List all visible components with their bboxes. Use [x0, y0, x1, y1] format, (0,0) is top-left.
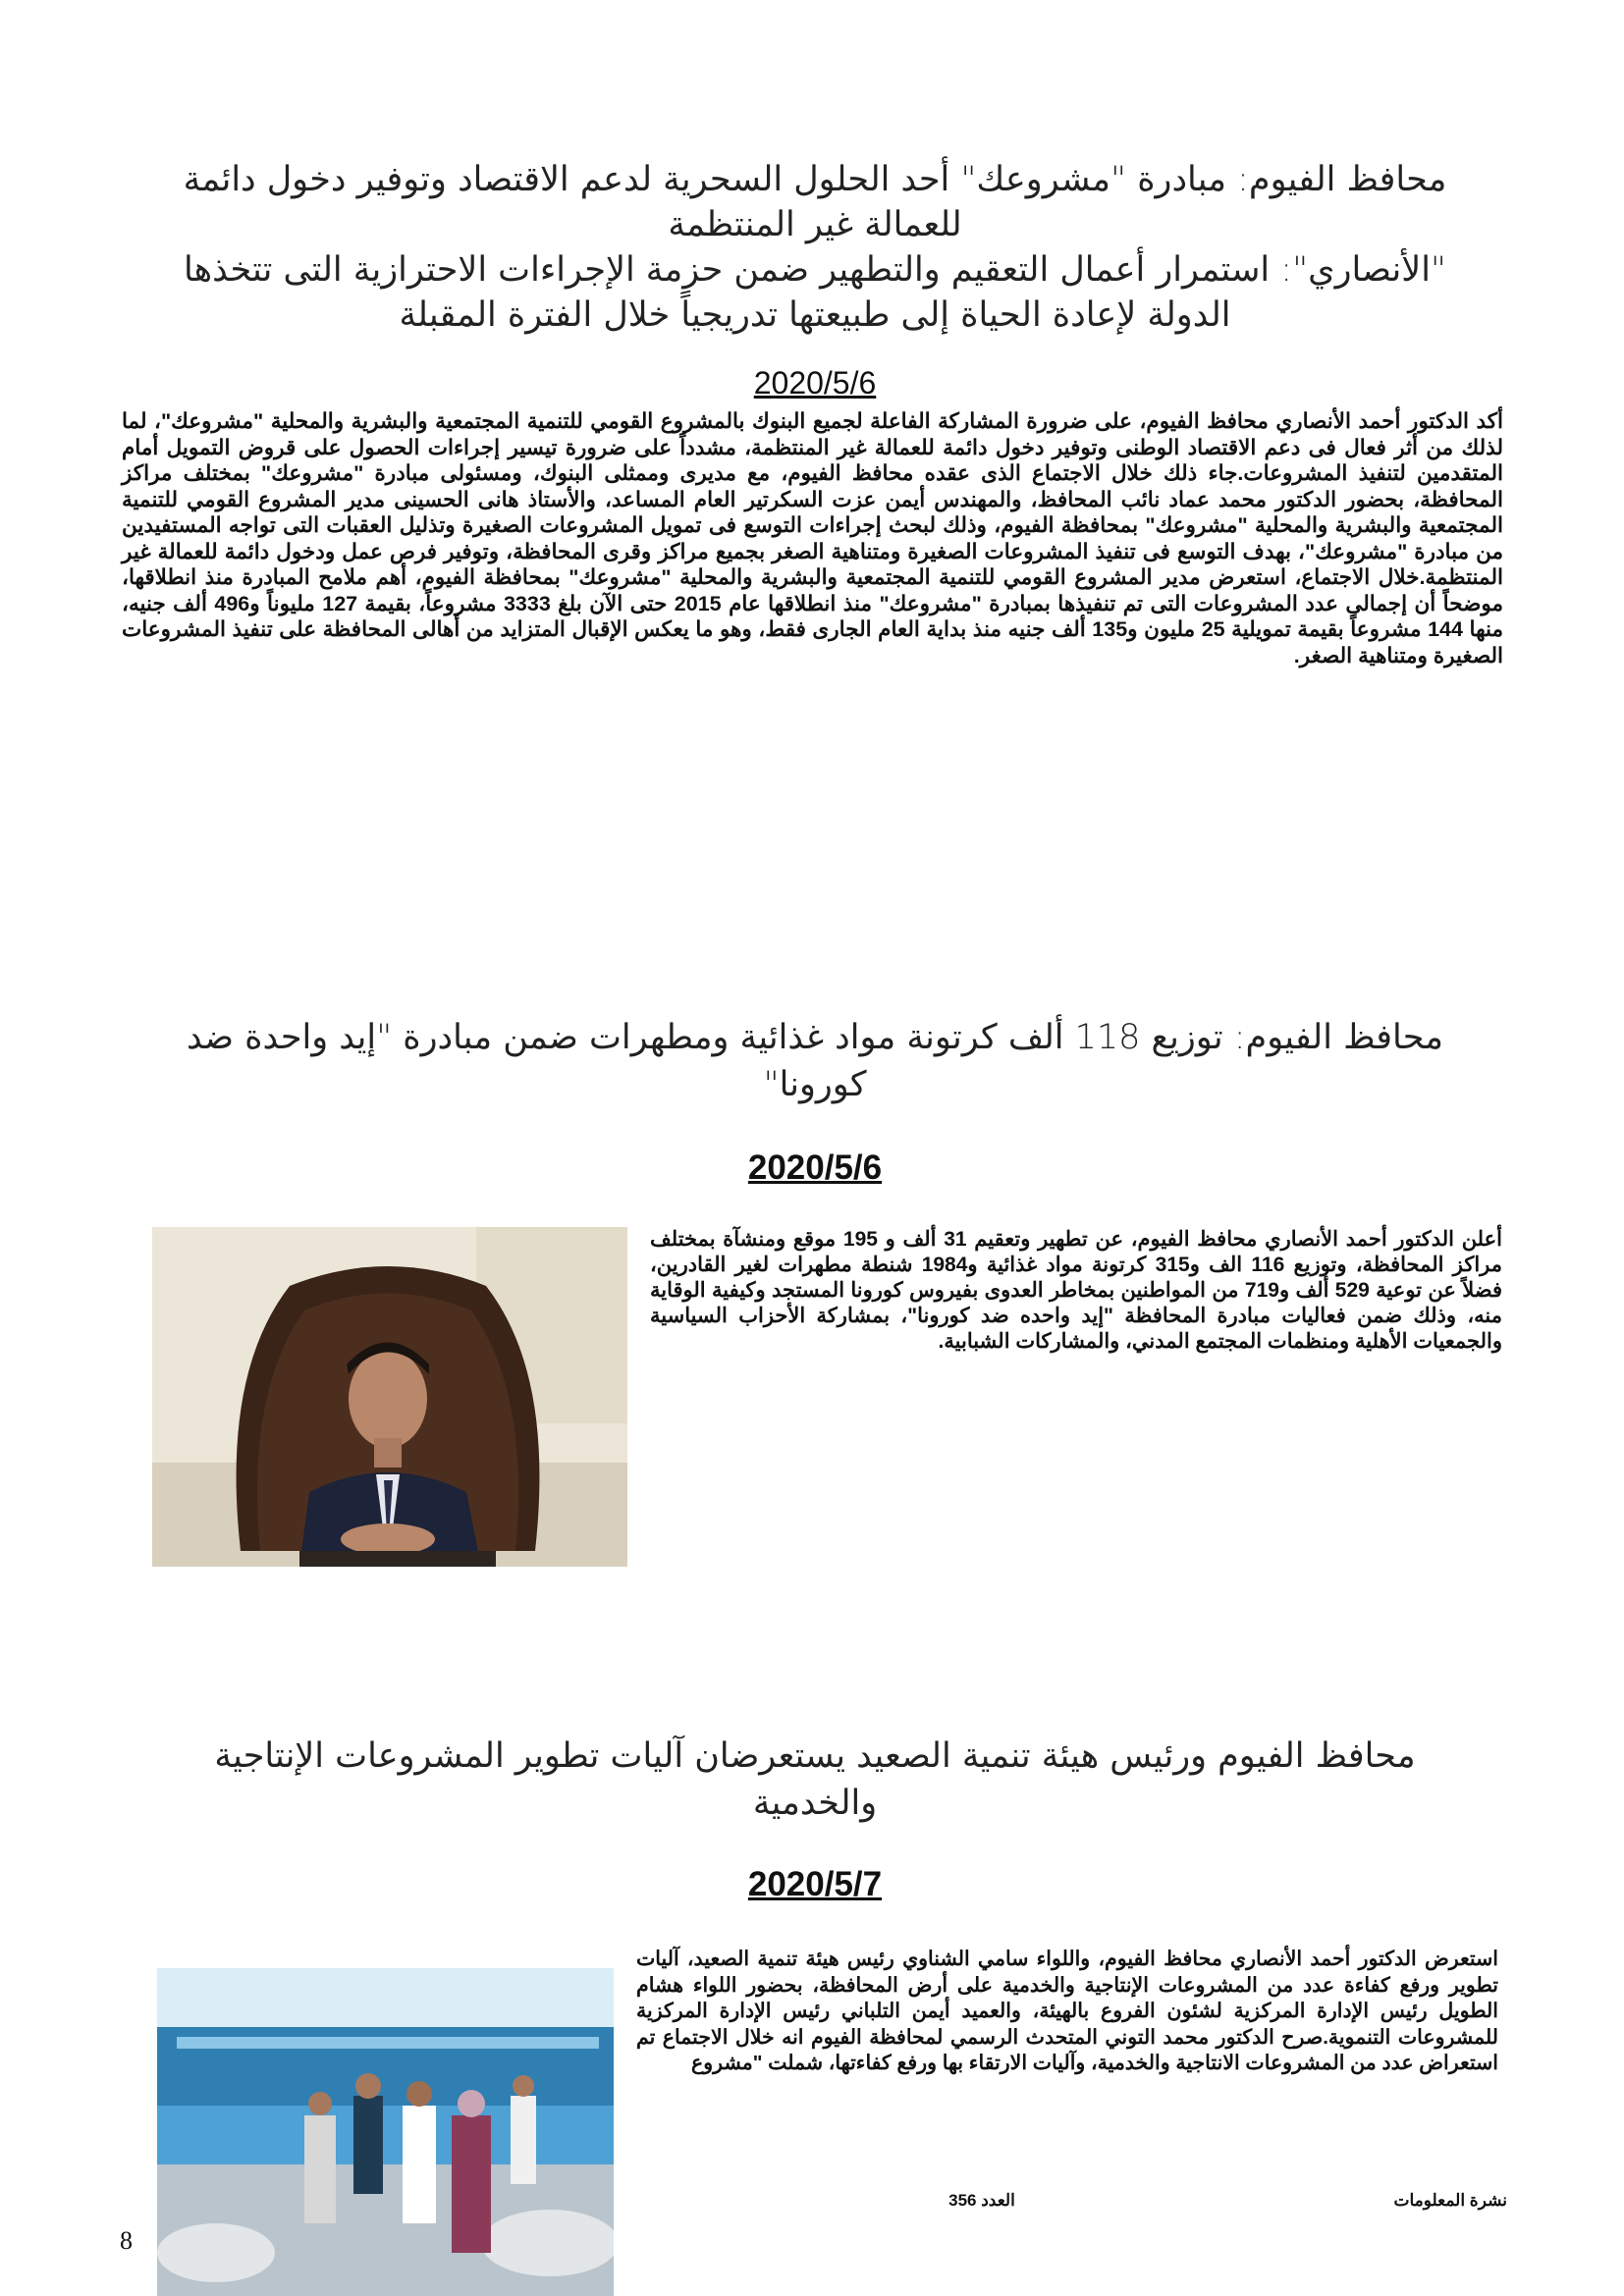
- headline-line: والخدمية: [752, 1784, 878, 1823]
- subheadline-line: الدولة لإعادة الحياة إلى طبيعتها تدريجياً خلال الفترة المقبلة: [399, 295, 1231, 335]
- governor-illustration: [152, 1227, 627, 1567]
- subheadline-line: "الأنصاري": استمرار أعمال التعقيم والتطهير ضمن حزمة الإجراءات الاحترازية التى تتخذها: [183, 250, 1447, 290]
- factory-illustration: [157, 1968, 614, 2296]
- governor-photo: [152, 1227, 627, 1567]
- article3-date: 2020/5/7: [747, 1865, 883, 1903]
- page-number: 8: [120, 2226, 133, 2255]
- factory-visit-photo: [157, 1968, 614, 2296]
- headline-line: للعمالة غير المنتظمة: [668, 205, 962, 244]
- headline-line: محافظ الفيوم: مبادرة "مشروعك" أحد الحلول السحرية لدعم الاقتصاد وتوفير دخول دائمة: [183, 160, 1447, 199]
- article1-date: 2020/5/6: [753, 365, 877, 400]
- footer-issue: العدد 356: [948, 2191, 1015, 2210]
- footer-publication: نشرة المعلومات: [1393, 2191, 1507, 2210]
- article2-headline: [137, 1014, 1492, 1108]
- headline-line: كورونا": [763, 1065, 867, 1104]
- article1-headline: [128, 157, 1502, 338]
- article3-body: استعرض الدكتور أحمد الأنصاري محافظ الفيوم، واللواء سامي الشناوي رئيس هيئة تنمية الصعيد، آليات تطوير ورفع كفاءة عدد من المشروعات الإنتاجية والخدمية على أرض المحافظة، بحضور اللواء هشام الطويل رئيس الإدارة المركزية لشئون الفروع بالهيئة، والعميد أيمن التلباني رئيس الإدارة المركزية للمشروعات التنموية.صرح الدكتور محمد التوني المتحدث الرسمي لمحافظة الفيوم انه خلال الاجتماع تم استعراض عدد من المشروعات الانتاجية والخدمية، وآليات الارتقاء بها ورفع كفاءتها، شملت "مشروع: [636, 1948, 1498, 2074]
- article1-body: أكد الدكتور أحمد الأنصاري محافظ الفيوم، على ضرورة المشاركة الفاعلة لجميع البنوك بالمشروع القومي للتنمية المجتمعية والبشرية والمحلية "مشروعك"، لما لذلك من أثر فعال فى دعم الاقتصاد الوطنى وتوفير دخول دائمة للعمالة غير المنتظمة، مشدداً على ضرورة تيسير إجراءات الحصول على قروض التمويل أمام المتقدمين لتنفيذ المشروعات.جاء ذلك خلال الاجتماع الذى عقده محافظ الفيوم، مع مديرى وممثلى البنوك، ومسئولى مبادرة "مشروعك" بمختلف مراكز المحافظة، بحضور الدكتور محمد عماد نائب المحافظ، والمهندس أيمن عزت السكرتير العام المساعد، والأستاذ هانى الحسينى مدير المشروع القومي للتنمية المجتمعية والبشرية والمحلية "مشروعك" بمحافظة الفيوم، وذلك لبحث إجراءات التوسع فى تمويل المشروعات الصغيرة وتذليل العقبات التى تواجه المستفيدين من مبادرة "مشروعك"، بهدف التوسع فى تنفيذ المشروعات الصغيرة ومتناهية الصغر بجميع مراكز وقرى المحافظة، وتوفير فرص عمل ودخول دائمة للعمالة غير المنتظمة.خلال الاجتماع، استعرض مدير المشروع القومي للتنمية المجتمعية والبشرية والمحلية "مشروعك" بمحافظة الفيوم، أهم ملامح المبادرة منذ انطلاقها، موضحاً أن إجمالى عدد المشروعات التى تم تنفيذها بمبادرة "مشروعك" منذ انطلاقها عام 2015 حتى الآن بلغ 3333 مشروعاً، بقيمة 127 مليوناً و496 ألف جنيه، منها 144 مشروعاً بقيمة تمويلية 25 مليون و135 ألف جنيه منذ بداية العام الجارى فقط، وهو ما يعكس الإقبال المتزايد من أهالى المحافظة على تنفيذ المشروعات الصغيرة ومتناهية الصغر.: [122, 409, 1503, 667]
- article2-body: أعلن الدكتور أحمد الأنصاري محافظ الفيوم، عن تطهير وتعقيم 31 ألف و 195 موقع ومنشآة بمختلف مراكز المحافظة، وتوزيع 116 الف و315 كرتونة مواد غذائية و1984 شنطة مطهرات لغير القادرين، فضلاً عن توعية 529 ألف و719 من المواطنين بمخاطر العدوى بفيروس كورونا المستجد وكيفية الوقاية منه، وذلك ضمن فعاليات مبادرة المحافظة "إيد واحده ضد كورونا"، بمشاركة الأحزاب السياسية والجمعيات الأهلية ومنظمات المجتمع المدني، والمشاركات الشبابية.: [650, 1228, 1503, 1353]
- headline-line: محافظ الفيوم: توزيع 118 ألف كرتونة مواد غذائية ومطهرات ضمن مبادرة "إيد واحدة ضد: [186, 1018, 1444, 1057]
- article3-headline: [147, 1733, 1483, 1827]
- headline-line: محافظ الفيوم ورئيس هيئة تنمية الصعيد يستعرضان آليات تطوير المشروعات الإنتاجية: [214, 1736, 1416, 1776]
- article2-date: 2020/5/6: [747, 1148, 883, 1187]
